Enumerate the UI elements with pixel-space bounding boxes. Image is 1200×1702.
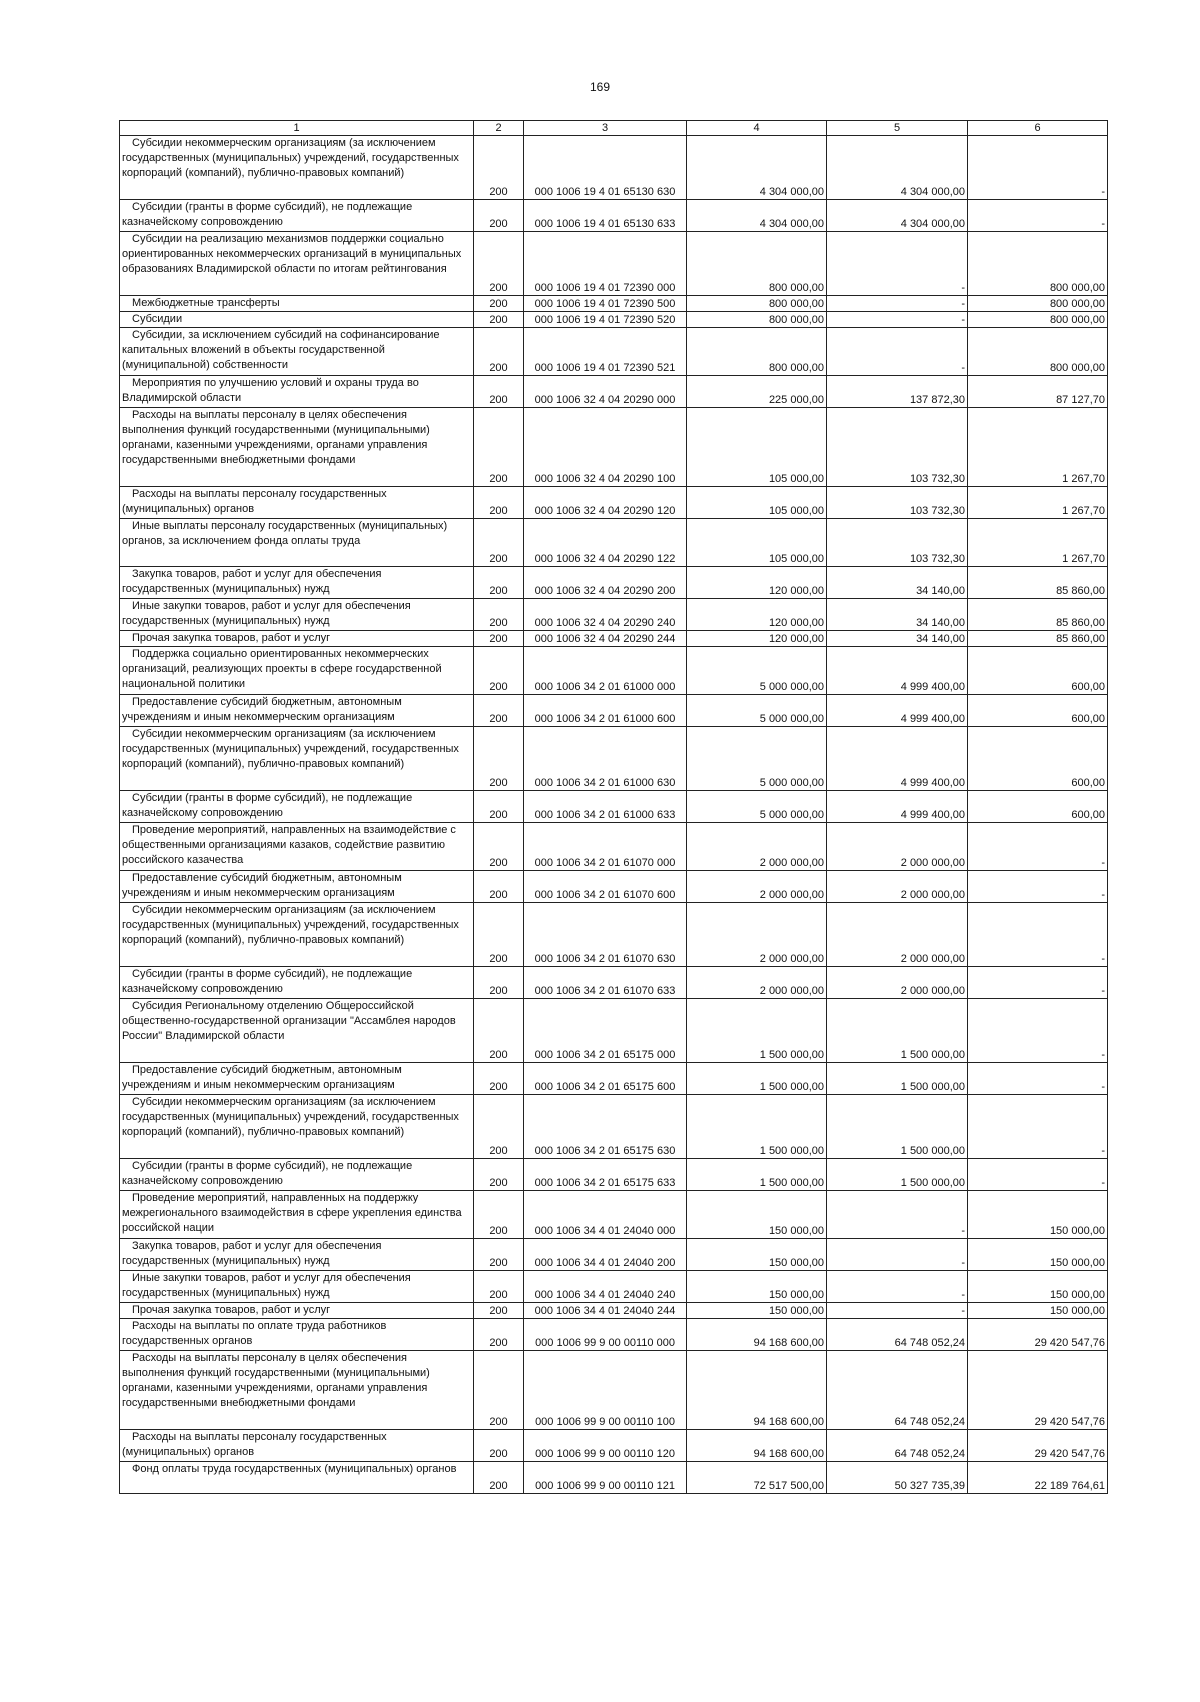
row-executed-cell: 103 732,30 [827,519,968,567]
row-budget-code-cell: 000 1006 34 4 01 24040 244 [524,1303,687,1319]
row-budget-code-cell: 000 1006 99 9 00 00110 000 [524,1319,687,1351]
row-line-code-cell: 200 [474,871,524,903]
row-remaining-cell: 600,00 [968,791,1108,823]
table-row [120,408,1108,487]
row-budget-code-cell: 000 1006 19 4 01 65130 630 [524,136,687,200]
row-budget-code-cell: 000 1006 34 4 01 24040 200 [524,1239,687,1271]
row-name-cell: Закупка товаров, работ и услуг для обеспечения государственных (муниципальных) нужд [120,567,474,599]
table-row [120,1351,1108,1430]
row-remaining-cell: 29 420 547,76 [968,1351,1108,1430]
row-executed-cell: 2 000 000,00 [827,823,968,871]
row-name-cell: Субсидия Региональному отделению Общероссийской общественно-государственной организации "Ассамблея народов России" Владимирской области [120,999,474,1063]
row-line-code-cell: 200 [474,727,524,791]
row-executed-cell: 34 140,00 [827,567,968,599]
column-header-3: 3 [524,121,687,136]
row-executed-cell: 64 748 052,24 [827,1430,968,1462]
row-budget-code-cell: 000 1006 34 2 01 61000 633 [524,791,687,823]
row-executed-cell: - [827,1239,968,1271]
row-approved-cell: 800 000,00 [687,312,827,328]
row-name-cell: Субсидии (гранты в форме субсидий), не подлежащие казначейскому сопровождению [120,967,474,999]
row-line-code-cell: 200 [474,312,524,328]
row-budget-code-cell: 000 1006 34 4 01 24040 000 [524,1191,687,1239]
row-name-cell: Субсидии некоммерческим организациям (за исключением государственных (муниципальных) учреждений, государственных корпораций (компаний), публично-правовых компаний) [120,1095,474,1159]
row-executed-cell: 34 140,00 [827,599,968,631]
table-row [120,903,1108,967]
row-approved-cell: 150 000,00 [687,1191,827,1239]
table-row [120,136,1108,200]
row-budget-code-cell: 000 1006 34 2 01 61000 000 [524,647,687,695]
column-header-6: 6 [968,121,1108,136]
row-approved-cell: 5 000 000,00 [687,647,827,695]
row-name-cell: Проведение мероприятий, направленных на поддержку межрегионального взаимодействия в сфере укрепления единства российской нации [120,1191,474,1239]
row-executed-cell: 4 999 400,00 [827,727,968,791]
row-executed-cell: 103 732,30 [827,408,968,487]
row-approved-cell: 1 500 000,00 [687,999,827,1063]
row-line-code-cell: 200 [474,999,524,1063]
row-approved-cell: 120 000,00 [687,599,827,631]
table-body [120,136,1108,1494]
row-budget-code-cell: 000 1006 34 4 01 24040 240 [524,1271,687,1303]
row-approved-cell: 800 000,00 [687,328,827,376]
row-remaining-cell: - [968,1063,1108,1095]
row-executed-cell: 64 748 052,24 [827,1319,968,1351]
row-approved-cell: 2 000 000,00 [687,903,827,967]
row-approved-cell: 150 000,00 [687,1239,827,1271]
row-name-cell: Закупка товаров, работ и услуг для обеспечения государственных (муниципальных) нужд [120,1239,474,1271]
table-row [120,1239,1108,1271]
row-line-code-cell: 200 [474,967,524,999]
table-row [120,599,1108,631]
table-row [120,647,1108,695]
row-executed-cell: 50 327 735,39 [827,1462,968,1494]
row-executed-cell: 1 500 000,00 [827,1063,968,1095]
row-line-code-cell: 200 [474,200,524,232]
table-row [120,312,1108,328]
row-line-code-cell: 200 [474,1462,524,1494]
row-executed-cell: 137 872,30 [827,376,968,408]
row-name-cell: Субсидии, за исключением субсидий на софинансирование капитальных вложений в объекты государственной (муниципальной) собственности [120,328,474,376]
row-name-cell: Субсидии на реализацию механизмов поддержки социально ориентированных некоммерческих организаций в муниципальных образованиях Владимирской области по итогам рейтингования [120,232,474,296]
row-name-cell: Расходы на выплаты персоналу государственных (муниципальных) органов [120,1430,474,1462]
row-remaining-cell: - [968,967,1108,999]
row-approved-cell: 72 517 500,00 [687,1462,827,1494]
row-budget-code-cell: 000 1006 32 4 04 20290 200 [524,567,687,599]
row-executed-cell: 103 732,30 [827,487,968,519]
row-remaining-cell: 800 000,00 [968,296,1108,312]
row-name-cell: Прочая закупка товаров, работ и услуг [120,631,474,647]
row-approved-cell: 800 000,00 [687,232,827,296]
row-budget-code-cell: 000 1006 34 2 01 65175 000 [524,999,687,1063]
row-line-code-cell: 200 [474,599,524,631]
row-remaining-cell: 800 000,00 [968,312,1108,328]
row-remaining-cell: 600,00 [968,647,1108,695]
row-executed-cell: - [827,296,968,312]
row-budget-code-cell: 000 1006 19 4 01 65130 633 [524,200,687,232]
row-approved-cell: 150 000,00 [687,1303,827,1319]
row-budget-code-cell: 000 1006 99 9 00 00110 121 [524,1462,687,1494]
row-name-cell: Иные закупки товаров, работ и услуг для обеспечения государственных (муниципальных) нужд [120,1271,474,1303]
table-row [120,200,1108,232]
table-row [120,376,1108,408]
row-remaining-cell: 600,00 [968,727,1108,791]
row-budget-code-cell: 000 1006 32 4 04 20290 244 [524,631,687,647]
row-line-code-cell: 200 [474,791,524,823]
row-name-cell: Фонд оплаты труда государственных (муниципальных) органов [120,1462,474,1494]
table-row [120,695,1108,727]
row-budget-code-cell: 000 1006 34 2 01 61070 633 [524,967,687,999]
row-line-code-cell: 200 [474,903,524,967]
row-remaining-cell: 85 860,00 [968,631,1108,647]
row-remaining-cell: 1 267,70 [968,408,1108,487]
column-header-4: 4 [687,121,827,136]
row-line-code-cell: 200 [474,328,524,376]
row-executed-cell: 4 304 000,00 [827,136,968,200]
row-executed-cell: - [827,328,968,376]
row-line-code-cell: 200 [474,1063,524,1095]
row-name-cell: Межбюджетные трансферты [120,296,474,312]
page-number: 169 [589,80,611,94]
row-line-code-cell: 200 [474,823,524,871]
row-name-cell: Субсидии некоммерческим организациям (за исключением государственных (муниципальных) учреждений, государственных корпораций (компаний), публично-правовых компаний) [120,727,474,791]
table-row [120,1095,1108,1159]
row-executed-cell: 4 999 400,00 [827,791,968,823]
row-budget-code-cell: 000 1006 34 2 01 65175 600 [524,1063,687,1095]
row-budget-code-cell: 000 1006 32 4 04 20290 120 [524,487,687,519]
row-executed-cell: 4 999 400,00 [827,647,968,695]
row-approved-cell: 120 000,00 [687,567,827,599]
row-executed-cell: 2 000 000,00 [827,871,968,903]
row-approved-cell: 4 304 000,00 [687,136,827,200]
row-remaining-cell: 22 189 764,61 [968,1462,1108,1494]
row-budget-code-cell: 000 1006 34 2 01 61070 000 [524,823,687,871]
table-row [120,823,1108,871]
row-approved-cell: 4 304 000,00 [687,200,827,232]
row-line-code-cell: 200 [474,1430,524,1462]
row-budget-code-cell: 000 1006 34 2 01 61070 630 [524,903,687,967]
row-budget-code-cell: 000 1006 32 4 04 20290 000 [524,376,687,408]
table-row [120,1319,1108,1351]
column-number-row [120,121,1108,136]
row-remaining-cell: 150 000,00 [968,1191,1108,1239]
row-remaining-cell: - [968,200,1108,232]
row-approved-cell: 2 000 000,00 [687,823,827,871]
row-name-cell: Иные выплаты персоналу государственных (муниципальных) органов, за исключением фонда оплаты труда [120,519,474,567]
row-budget-code-cell: 000 1006 19 4 01 72390 000 [524,232,687,296]
row-remaining-cell: - [968,871,1108,903]
row-executed-cell: - [827,1303,968,1319]
row-approved-cell: 120 000,00 [687,631,827,647]
row-line-code-cell: 200 [474,376,524,408]
row-line-code-cell: 200 [474,519,524,567]
row-line-code-cell: 200 [474,408,524,487]
table-row [120,1191,1108,1239]
row-line-code-cell: 200 [474,1271,524,1303]
table-row [120,1271,1108,1303]
row-line-code-cell: 200 [474,487,524,519]
row-budget-code-cell: 000 1006 34 2 01 61070 600 [524,871,687,903]
row-name-cell: Иные закупки товаров, работ и услуг для обеспечения государственных (муниципальных) нужд [120,599,474,631]
row-approved-cell: 105 000,00 [687,408,827,487]
row-approved-cell: 5 000 000,00 [687,791,827,823]
row-name-cell: Субсидии некоммерческим организациям (за исключением государственных (муниципальных) учреждений, государственных корпораций (компаний), публично-правовых компаний) [120,136,474,200]
column-header-1: 1 [120,121,474,136]
row-remaining-cell: 150 000,00 [968,1271,1108,1303]
row-remaining-cell: - [968,1159,1108,1191]
row-remaining-cell: 29 420 547,76 [968,1430,1108,1462]
row-remaining-cell: - [968,999,1108,1063]
table-row [120,967,1108,999]
row-name-cell: Поддержка социально ориентированных некоммерческих организаций, реализующих проекты в сфере государственной национальной политики [120,647,474,695]
row-remaining-cell: 800 000,00 [968,328,1108,376]
row-approved-cell: 800 000,00 [687,296,827,312]
table-row [120,1462,1108,1494]
row-name-cell: Расходы на выплаты по оплате труда работников государственных органов [120,1319,474,1351]
row-executed-cell: 1 500 000,00 [827,1159,968,1191]
table-row [120,999,1108,1063]
row-name-cell: Субсидии (гранты в форме субсидий), не подлежащие казначейскому сопровождению [120,791,474,823]
row-name-cell: Проведение мероприятий, направленных на взаимодействие с общественными организациями казаков, содействие развитию российского казачества [120,823,474,871]
table-row [120,328,1108,376]
row-name-cell: Расходы на выплаты персоналу в целях обеспечения выполнения функций государственными (муниципальными) органами, казенными учреждениями, органами управления государственными внебюджетными фондами [120,408,474,487]
row-approved-cell: 1 500 000,00 [687,1095,827,1159]
column-header-5: 5 [827,121,968,136]
budget-execution-table [119,120,1108,1494]
table-row [120,519,1108,567]
row-name-cell: Расходы на выплаты персоналу государственных (муниципальных) органов [120,487,474,519]
row-budget-code-cell: 000 1006 32 4 04 20290 240 [524,599,687,631]
row-line-code-cell: 200 [474,695,524,727]
row-line-code-cell: 200 [474,296,524,312]
row-budget-code-cell: 000 1006 19 4 01 72390 521 [524,328,687,376]
row-remaining-cell: 1 267,70 [968,487,1108,519]
row-budget-code-cell: 000 1006 19 4 01 72390 500 [524,296,687,312]
row-approved-cell: 94 168 600,00 [687,1319,827,1351]
row-line-code-cell: 200 [474,1239,524,1271]
table-row [120,567,1108,599]
row-executed-cell: - [827,312,968,328]
row-line-code-cell: 200 [474,631,524,647]
row-name-cell: Расходы на выплаты персоналу в целях обеспечения выполнения функций государственными (муниципальными) органами, казенными учреждениями, органами управления государственными внебюджетными фондами [120,1351,474,1430]
table-row [120,1063,1108,1095]
row-approved-cell: 105 000,00 [687,519,827,567]
row-name-cell: Субсидии [120,312,474,328]
row-line-code-cell: 200 [474,1159,524,1191]
row-budget-code-cell: 000 1006 34 2 01 61000 600 [524,695,687,727]
row-line-code-cell: 200 [474,567,524,599]
row-line-code-cell: 200 [474,1351,524,1430]
row-approved-cell: 5 000 000,00 [687,727,827,791]
row-budget-code-cell: 000 1006 32 4 04 20290 100 [524,408,687,487]
row-approved-cell: 94 168 600,00 [687,1351,827,1430]
row-budget-code-cell: 000 1006 99 9 00 00110 100 [524,1351,687,1430]
row-remaining-cell: - [968,1095,1108,1159]
table-row [120,791,1108,823]
row-line-code-cell: 200 [474,1319,524,1351]
row-remaining-cell: 87 127,70 [968,376,1108,408]
row-approved-cell: 2 000 000,00 [687,871,827,903]
row-budget-code-cell: 000 1006 34 2 01 61000 630 [524,727,687,791]
row-name-cell: Предоставление субсидий бюджетным, автономным учреждениям и иным некоммерческим организациям [120,1063,474,1095]
row-line-code-cell: 200 [474,136,524,200]
table-row [120,631,1108,647]
row-line-code-cell: 200 [474,1303,524,1319]
row-executed-cell: 2 000 000,00 [827,967,968,999]
row-budget-code-cell: 000 1006 34 2 01 65175 633 [524,1159,687,1191]
table-row [120,1159,1108,1191]
row-name-cell: Мероприятия по улучшению условий и охраны труда во Владимирской области [120,376,474,408]
row-approved-cell: 5 000 000,00 [687,695,827,727]
row-line-code-cell: 200 [474,232,524,296]
row-line-code-cell: 200 [474,1191,524,1239]
row-budget-code-cell: 000 1006 19 4 01 72390 520 [524,312,687,328]
row-executed-cell: - [827,232,968,296]
table-row [120,871,1108,903]
row-approved-cell: 1 500 000,00 [687,1159,827,1191]
row-budget-code-cell: 000 1006 32 4 04 20290 122 [524,519,687,567]
row-name-cell: Предоставление субсидий бюджетным, автономным учреждениям и иным некоммерческим организациям [120,871,474,903]
row-approved-cell: 105 000,00 [687,487,827,519]
table-row [120,232,1108,296]
table-row [120,1303,1108,1319]
row-approved-cell: 150 000,00 [687,1271,827,1303]
row-remaining-cell: 600,00 [968,695,1108,727]
row-line-code-cell: 200 [474,1095,524,1159]
row-remaining-cell: 150 000,00 [968,1303,1108,1319]
row-remaining-cell: 150 000,00 [968,1239,1108,1271]
row-name-cell: Субсидии некоммерческим организациям (за исключением государственных (муниципальных) учреждений, государственных корпораций (компаний), публично-правовых компаний) [120,903,474,967]
row-remaining-cell: - [968,903,1108,967]
table-row [120,727,1108,791]
row-budget-code-cell: 000 1006 34 2 01 65175 630 [524,1095,687,1159]
row-executed-cell: - [827,1191,968,1239]
row-executed-cell: 64 748 052,24 [827,1351,968,1430]
row-executed-cell: 4 999 400,00 [827,695,968,727]
row-executed-cell: 34 140,00 [827,631,968,647]
row-name-cell: Прочая закупка товаров, работ и услуг [120,1303,474,1319]
row-remaining-cell: 1 267,70 [968,519,1108,567]
row-line-code-cell: 200 [474,647,524,695]
table-row [120,487,1108,519]
table-row [120,1430,1108,1462]
row-executed-cell: 2 000 000,00 [827,903,968,967]
row-remaining-cell: 800 000,00 [968,232,1108,296]
column-header-2: 2 [474,121,524,136]
row-budget-code-cell: 000 1006 99 9 00 00110 120 [524,1430,687,1462]
row-executed-cell: 4 304 000,00 [827,200,968,232]
row-executed-cell: 1 500 000,00 [827,999,968,1063]
row-executed-cell: 1 500 000,00 [827,1095,968,1159]
table-row [120,296,1108,312]
row-name-cell: Субсидии (гранты в форме субсидий), не подлежащие казначейскому сопровождению [120,1159,474,1191]
row-remaining-cell: - [968,136,1108,200]
row-name-cell: Предоставление субсидий бюджетным, автономным учреждениям и иным некоммерческим организациям [120,695,474,727]
row-remaining-cell: 85 860,00 [968,567,1108,599]
row-remaining-cell: 29 420 547,76 [968,1319,1108,1351]
row-executed-cell: - [827,1271,968,1303]
row-approved-cell: 2 000 000,00 [687,967,827,999]
row-approved-cell: 225 000,00 [687,376,827,408]
row-approved-cell: 1 500 000,00 [687,1063,827,1095]
row-remaining-cell: - [968,823,1108,871]
row-remaining-cell: 85 860,00 [968,599,1108,631]
row-name-cell: Субсидии (гранты в форме субсидий), не подлежащие казначейскому сопровождению [120,200,474,232]
row-approved-cell: 94 168 600,00 [687,1430,827,1462]
